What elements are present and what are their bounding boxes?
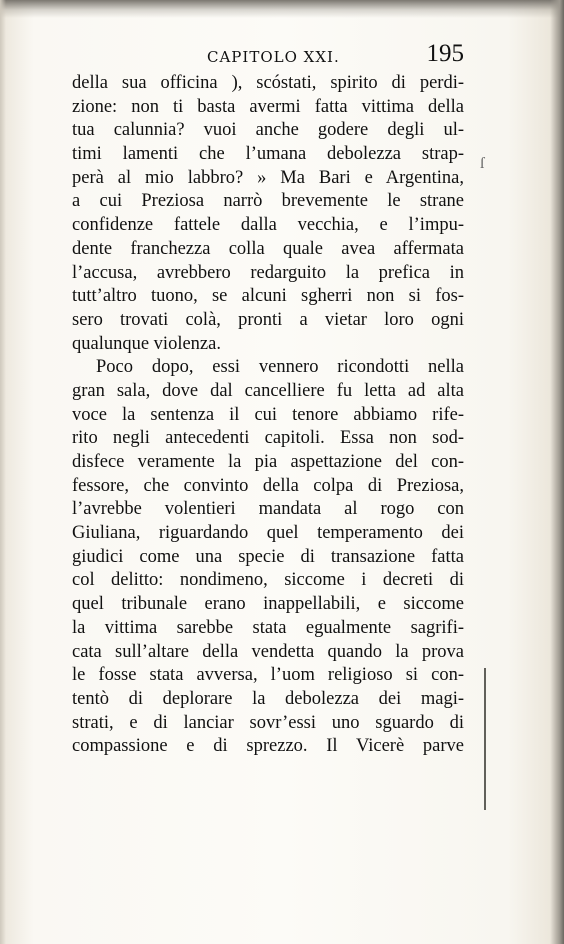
text-line: l’avrebbe volentieri mandata al rogo con: [72, 499, 464, 520]
margin-rule: [484, 668, 486, 810]
running-head: CAPITOLO XXI.: [207, 48, 340, 66]
text-line: le fosse stata avversa, l’uom religioso si con-: [72, 665, 464, 686]
text-line: a cui Preziosa narrò brevemente le strane: [72, 191, 464, 212]
scan-top-shadow: [0, 0, 564, 18]
text-line: dente franchezza colla quale avea affermata: [72, 238, 464, 259]
text-line: giudici come una specie di transazione fatta: [72, 546, 464, 567]
text-line: confidenze fattele dalla vecchia, e l’impu-: [72, 215, 464, 236]
page-header: [72, 38, 464, 72]
text-line: disfece veramente la pia aspettazione del con-: [72, 452, 464, 472]
text-line: zione: non ti basta avermi fatta vittima della: [72, 96, 464, 117]
text-line: col delitto: nondimeno, siccome i decreti di: [72, 570, 464, 591]
margin-mark: ſ: [480, 155, 485, 172]
text-line: cata sull’altare della vendetta quando la prova: [72, 641, 464, 662]
text-line: qualunque violenza.: [72, 333, 221, 354]
text-line: rito negli antecedenti capitoli. Essa non sod-: [72, 428, 464, 449]
text-line: tentò di deplorare la debolezza dei magi-: [72, 688, 464, 709]
text-line: sero trovati colà, pronti a vietar loro ogni: [72, 309, 464, 330]
page-number: 195: [426, 40, 464, 67]
text-line: gran sala, dove dal cancelliere fu letta ad alta: [72, 380, 464, 401]
text-line: tutt’altro tuono, se alcuni sgherri non si fos-: [72, 286, 464, 307]
text-line: perà al mio labbro? » Ma Bari e Argentina,: [72, 167, 464, 188]
text-line: della sua officina ), scóstati, spirito di perdi-: [72, 73, 464, 93]
scan-right-shadow: [550, 0, 564, 944]
text-line: quel tribunale erano inappellabili, e siccome: [72, 594, 464, 615]
text-line: fessore, che convinto della colpa di Preziosa,: [72, 475, 464, 496]
text-line: la vittima sarebbe stata egualmente sagrifi-: [72, 617, 464, 638]
text-line: timi lamenti che l’umana debolezza strap-: [72, 144, 464, 165]
body-text: [72, 72, 464, 759]
text-line: tua calunnia? vuoi anche godere degli ul-: [72, 120, 464, 141]
scan-left-edge: [0, 0, 6, 944]
text-line: Giuliana, riguardando quel temperamento dei: [72, 523, 464, 544]
text-line: l’accusa, avrebbero redarguito la prefica in: [72, 262, 464, 283]
text-line: strati, e di lanciar sovr’essi uno sguardo di: [72, 712, 464, 733]
text-line: compassione e di sprezzo. Il Vicerè parve: [72, 736, 464, 757]
text-line: voce la sentenza il cui tenore abbiamo rife-: [72, 404, 464, 425]
text-line: Poco dopo, essi vennero ricondotti nella: [96, 357, 464, 378]
